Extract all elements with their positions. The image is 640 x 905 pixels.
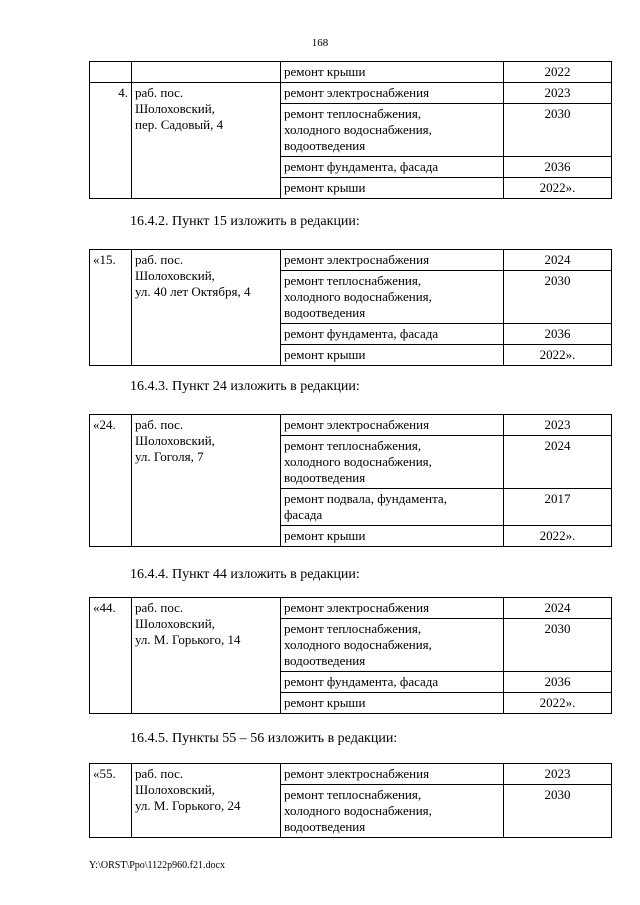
num-cell: 4. — [90, 83, 132, 199]
year-cell: 2022». — [504, 693, 612, 714]
work-cell: ремонт фундамента, фасада — [281, 324, 504, 345]
num-cell: «44. — [90, 598, 132, 714]
address-cell — [132, 62, 281, 83]
work-cell: ремонт электроснабжения — [281, 415, 504, 436]
year-cell: 2030 — [504, 271, 612, 324]
work-cell: ремонт крыши — [281, 526, 504, 547]
year-cell: 2017 — [504, 489, 612, 526]
file-path-footer: Y:\ORST\Ppo\1122p960.f21.docx — [89, 860, 225, 871]
work-cell: ремонт фундамента, фасада — [281, 672, 504, 693]
work-cell: ремонт теплоснабжения, холодного водоснабжения, водоотведения — [281, 271, 504, 324]
work-cell: ремонт крыши — [281, 178, 504, 199]
table-row — [90, 250, 612, 271]
year-cell: 2023 — [504, 83, 612, 104]
work-cell: ремонт крыши — [281, 345, 504, 366]
work-cell: ремонт электроснабжения — [281, 764, 504, 785]
table-continued-item-4 — [89, 61, 612, 199]
work-cell: ремонт теплоснабжения, холодного водоснабжения, водоотведения — [281, 619, 504, 672]
work-cell: ремонт теплоснабжения, холодного водоснабжения, водоотведения — [281, 104, 504, 157]
work-cell: ремонт теплоснабжения, холодного водоснабжения, водоотведения — [281, 436, 504, 489]
table-row — [90, 598, 612, 619]
table-item-44 — [89, 597, 612, 714]
table-item-15 — [89, 249, 612, 366]
address-cell: раб. пос. Шолоховский, ул. Гоголя, 7 — [132, 415, 281, 547]
work-cell: ремонт крыши — [281, 62, 504, 83]
table-row — [90, 83, 612, 104]
year-cell: 2022». — [504, 526, 612, 547]
section-heading: 16.4.2. Пункт 15 изложить в редакции: — [130, 214, 360, 229]
section-heading: 16.4.5. Пункты 55 – 56 изложить в редакции: — [130, 731, 398, 746]
table-item-24 — [89, 414, 612, 547]
year-cell: 2030 — [504, 104, 612, 157]
year-cell: 2022». — [504, 178, 612, 199]
year-cell: 2030 — [504, 785, 612, 838]
table-row — [90, 62, 612, 83]
address-cell: раб. пос. Шолоховский, ул. 40 лет Октября, 4 — [132, 250, 281, 366]
table-item-55 — [89, 763, 612, 838]
year-cell: 2024 — [504, 436, 612, 489]
work-cell: ремонт электроснабжения — [281, 83, 504, 104]
table-row — [90, 415, 612, 436]
year-cell: 2036 — [504, 157, 612, 178]
year-cell: 2024 — [504, 250, 612, 271]
page-number: 168 — [311, 37, 329, 49]
work-cell: ремонт электроснабжения — [281, 250, 504, 271]
address-cell: раб. пос. Шолоховский, пер. Садовый, 4 — [132, 83, 281, 199]
year-cell: 2030 — [504, 619, 612, 672]
address-cell: раб. пос. Шолоховский, ул. М. Горького, 24 — [132, 764, 281, 838]
year-cell: 2024 — [504, 598, 612, 619]
year-cell: 2036 — [504, 324, 612, 345]
num-cell — [90, 62, 132, 83]
num-cell: «55. — [90, 764, 132, 838]
work-cell: ремонт фундамента, фасада — [281, 157, 504, 178]
year-cell: 2022». — [504, 345, 612, 366]
num-cell: «15. — [90, 250, 132, 366]
num-cell: «24. — [90, 415, 132, 547]
work-cell: ремонт крыши — [281, 693, 504, 714]
work-cell: ремонт подвала, фундамента, фасада — [281, 489, 504, 526]
year-cell: 2036 — [504, 672, 612, 693]
year-cell: 2023 — [504, 764, 612, 785]
year-cell: 2023 — [504, 415, 612, 436]
section-heading: 16.4.3. Пункт 24 изложить в редакции: — [130, 379, 360, 394]
work-cell: ремонт электроснабжения — [281, 598, 504, 619]
address-cell: раб. пос. Шолоховский, ул. М. Горького, 14 — [132, 598, 281, 714]
year-cell: 2022 — [504, 62, 612, 83]
section-heading: 16.4.4. Пункт 44 изложить в редакции: — [130, 567, 360, 582]
work-cell: ремонт теплоснабжения, холодного водоснабжения, водоотведения — [281, 785, 504, 838]
table-row — [90, 764, 612, 785]
